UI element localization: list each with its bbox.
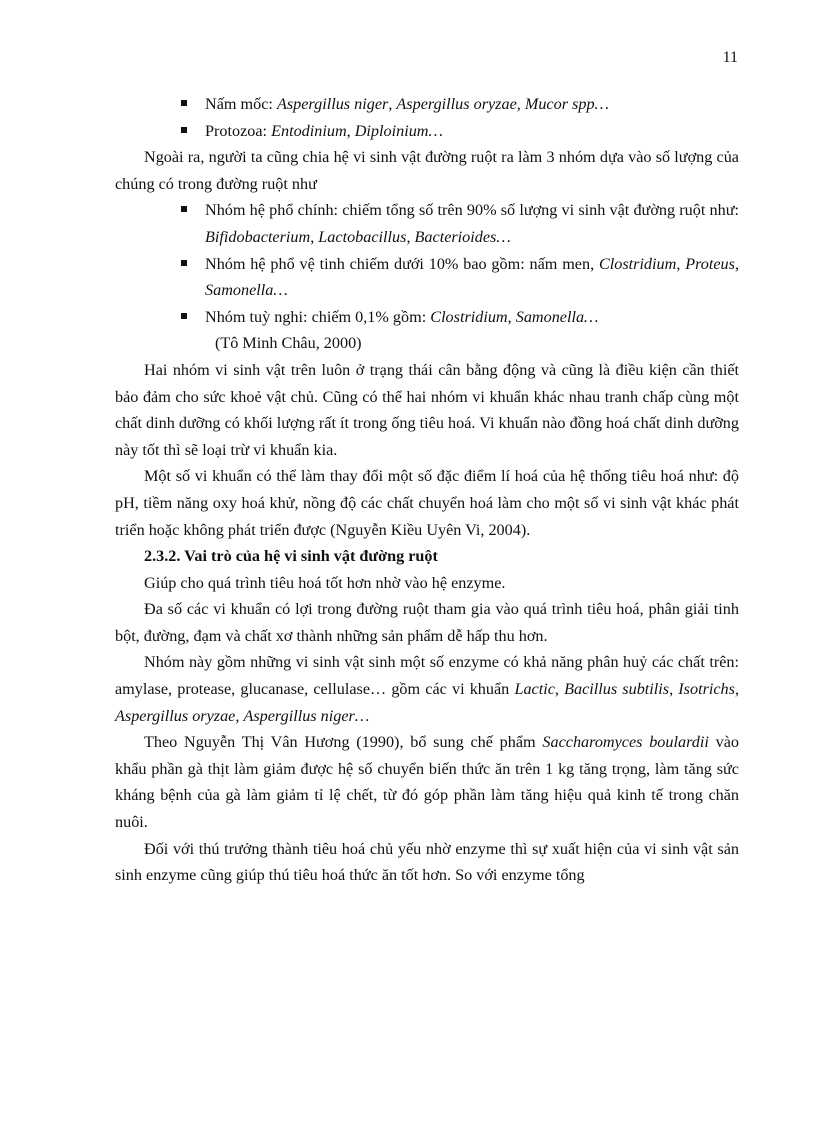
paragraph: Theo Nguyễn Thị Vân Hương (1990), bổ sung chế phẩm Saccharomyces boulardii vào khẩu phần gà thịt làm giảm được hệ số chuyển biến thức ăn trên 1 kg tăng trọng, làm tăng sức kháng bệnh của gà làm giảm tỉ lệ chết, từ đó góp phần làm tăng hiệu quả kinh tế trong chăn nuôi. [115, 733, 739, 832]
bullet-square-icon [181, 127, 187, 133]
paragraph: Giúp cho quá trình tiêu hoá tốt hơn nhờ vào hệ enzyme. [144, 573, 506, 592]
paragraph: Đa số các vi khuẩn có lợi trong đường ruột tham gia vào quá trình tiêu hoá, phân giải tinh bột, đường, đạm và chất xơ thành những sản phẩm dễ hấp thu hơn. [115, 600, 739, 645]
bullet-square-icon [181, 313, 187, 319]
paragraph: Một số vi khuẩn có thể làm thay đổi một số đặc điểm lí hoá của hệ thống tiêu hoá như: độ pH, tiềm năng oxy hoá khử, nồng độ các chất chuyển hoá làm cho một số vi sinh vật khác phát triển hoặc không phát triển được (Nguyễn Kiều Uyên Vi, 2004). [115, 467, 739, 539]
list-item: Nhóm hệ phổ chính: chiếm tổng số trên 90% số lượng vi sinh vật đường ruột như: Bifidobacterium, Lactobacillus, Bacterioides… [115, 197, 739, 250]
section-heading: 2.3.2. Vai trò của hệ vi sinh vật đường ruột [144, 547, 438, 566]
bullet-square-icon [181, 206, 187, 212]
document-body [115, 91, 739, 889]
list-item: Protozoa: Entodinium, Diploinium… [115, 118, 739, 145]
list-item: Nấm mốc: Aspergillus niger, Aspergillus oryzae, Mucor spp… [115, 91, 739, 118]
bullet-square-icon [181, 260, 187, 266]
paragraph: Hai nhóm vi sinh vật trên luôn ở trạng thái cân bằng động và cũng là điều kiện cần thiết bảo đảm cho sức khoẻ vật chủ. Cũng có thể hai nhóm vi khuẩn khác nhau tranh chấp cùng một chất dinh dưỡng có khối lượng rất ít trong ống tiêu hoá. Vi khuẩn nào đồng hoá chất dinh dưỡng này tốt thì sẽ loại trừ vi khuẩn kia. [115, 360, 739, 459]
paragraph: Đối với thú trưởng thành tiêu hoá chủ yếu nhờ enzyme thì sự xuất hiện của vi sinh vật sản sinh enzyme cũng giúp thú tiêu hoá thức ăn tốt hơn. So với enzyme tổng [115, 839, 739, 885]
bullet-square-icon [181, 100, 187, 106]
paragraph: Ngoài ra, người ta cũng chia hệ vi sinh vật đường ruột ra làm 3 nhóm dựa vào số lượng của chúng có trong đường ruột như [115, 148, 739, 193]
list-item: Nhóm tuỳ nghi: chiếm 0,1% gồm: Clostridium, Samonella… [115, 304, 739, 331]
citation: (Tô Minh Châu, 2000) [215, 334, 362, 353]
page-number: 11 [722, 49, 738, 66]
paragraph: Nhóm này gồm những vi sinh vật sinh một số enzyme có khả năng phân huỷ các chất trên: amylase, protease, glucanase, cellulase… gồm các vi khuẩn Lactic, Bacillus subtilis, Isotrichs, Aspergillus oryzae, Aspergillus niger… [115, 653, 739, 725]
list-item: Nhóm hệ phổ vệ tinh chiếm dưới 10% bao gồm: nấm men, Clostridium, Proteus, Samonella… [115, 251, 739, 304]
